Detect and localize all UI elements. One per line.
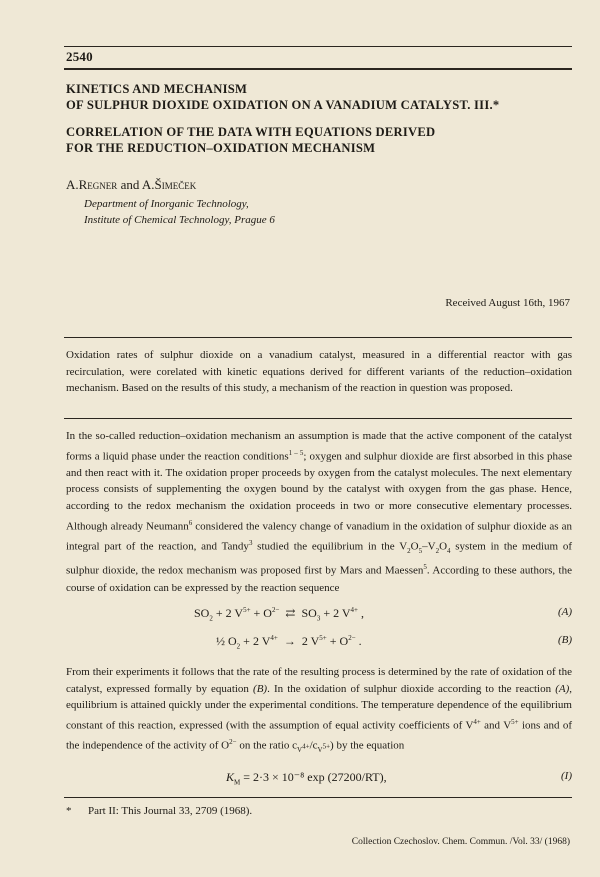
footnote-rule: [64, 797, 572, 798]
body-paragraph-2: From their experiments it follows that the rate of the resulting process is determined by the rate of oxidation of the catalyst, expressed formally by equation (B). In the oxidation of sulphur dioxide according to the reaction (A), equilibrium is attained quickly under the experimental conditions. The temperature dependence of the equilibrium constant of this reaction, expressed (with the assumption of equal activity coefficients of $V^{4+}$ and $V^{5+}$ ions and of the independence of the activity of $O^{2-}$ on the ratio $c_{V^{4+}}/c_{V^{5+}}$) by the equation: [66, 666, 572, 754]
footnote-mark: *: [66, 805, 72, 817]
affiliation-line-1: Department of Inorganic Technology,: [84, 198, 249, 210]
equation-a: [66, 606, 572, 624]
author1-name: Regner: [78, 177, 118, 192]
author2-name: Šimeček: [154, 177, 197, 192]
authors-and: and: [120, 177, 140, 192]
abstract-bottom-rule: [64, 418, 572, 419]
page-number: 2540: [66, 49, 93, 64]
title-line-1: KINETICS AND MECHANISM: [66, 82, 248, 96]
received-date: Received August 16th, 1967: [445, 297, 570, 309]
equation-i: [66, 770, 572, 788]
authors: [66, 177, 196, 193]
equation-b-label: (B): [557, 634, 572, 646]
equation-b: [66, 634, 572, 652]
equation-b-expression: ½ $O_2 + 2$ $V^{4+} \to 2$ $V^{5+} + O^{2-}$ .: [216, 634, 362, 651]
abstract-top-rule: [64, 337, 572, 338]
author1-initial: A.: [66, 177, 79, 192]
author2-initial: A.: [141, 177, 155, 192]
title-line-4: FOR THE REDUCTION–OXIDATION MECHANISM: [66, 141, 376, 155]
body-paragraph-1: In the so-called reduction–oxidation mechanism an assumption is made that the active component of the catalyst forms a liquid phase under the reaction conditions$^{1 - 5}$; oxygen and sulphur dioxide are first absorbed in this phase and then react with it. The oxidation proper proceeds by oxygen from the catalyst molecules. The next elementary process consists of supplementing the oxygen bound by the catalyst with oxygen from the gas phase. Hence, according to the redox mechanism the oxidation proceeds in two or more consecutive elementary processes. Although already Neumann$^6$ considered the valency change of vanadium in the oxidation of sulphur dioxide as an integral part of the reaction, and Tandy$^3$ studied the equilibrium in the $V_2O_5-V_2O_4$ system in the medium of sulphur dioxide, the redox mechanism was proposed first by Mars and Maessen$^5$. According to these authors, the course of oxidation can be expressed by the reaction sequence: [66, 430, 573, 594]
top-rule: [64, 46, 572, 47]
title-line-3: CORRELATION OF THE DATA WITH EQUATIONS DERIVED: [66, 125, 436, 139]
footnote: [66, 805, 252, 817]
title-line-2: OF SULPHUR DIOXIDE OXIDATION ON A VANADIUM CATALYST. III.*: [66, 98, 500, 112]
equation-a-label: (A): [557, 606, 572, 618]
equation-a-expression: $SO_2 + 2$ $V^{5+} + O^{2-}$ ⇄ $SO_3 + 2$ $V^{4+}$ ,: [194, 606, 364, 623]
equation-i-text: = 2·3 × 10⁻⁸ exp (27200/RT),: [243, 770, 387, 784]
equation-i-label: (I): [561, 770, 572, 782]
equation-i-expression: $K_M = 2\cdot 3 \times 10^{-8}$ exp (27200/RT),: [226, 770, 387, 787]
footnote-text: Part II: This Journal 33, 2709 (1968).: [88, 805, 253, 817]
header-rule: [64, 68, 572, 70]
journal-citation: Collection Czechoslov. Chem. Commun. /Vol. 33/ (1968): [351, 837, 570, 847]
affiliation-line-2: Institute of Chemical Technology, Prague 6: [84, 214, 275, 226]
abstract: Oxidation rates of sulphur dioxide on a vanadium catalyst, measured in a differential reactor with gas recirculation, were corelated with kinetic equations derived for different variants of the reduction–oxidation mechanism. Based on the results of this study, a mechanism of the reaction in question was proposed.: [66, 349, 572, 395]
